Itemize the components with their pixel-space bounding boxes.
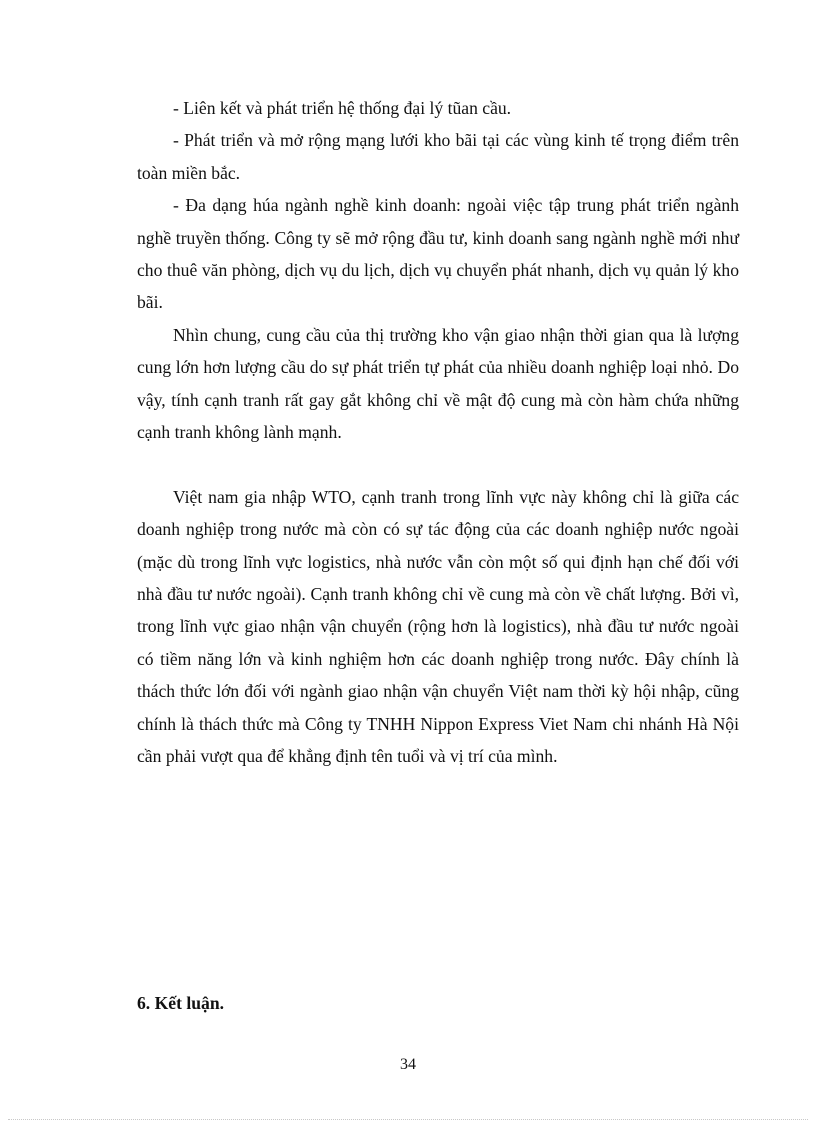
body-text [137,92,739,773]
page-number: 34 [400,1056,416,1073]
bullet-warehouse-network: - Phát triển và mở rộng mạng lưới kho bãi tại các vùng kinh tế trọng điểm trên toàn miền bắc. [137,130,739,183]
paragraph-market-overview: Nhìn chung, cung cầu của thị trường kho vận giao nhận thời gian qua là lượng cung lớn hơn lượng cầu do sự phát triển tự phát của nhiều doanh nghiệp loại nhỏ. Do vậy, tính cạnh tranh rất gay gắt không chỉ về mật độ cung mà còn hàm chứa những cạnh tranh không lành mạnh. [137,324,739,443]
bottom-divider [8,1119,808,1120]
bullet-global-agents: - Liên kết và phát triển hệ thống đại lý tũan cầu. [173,98,512,118]
paragraph-wto-competition: Việt nam gia nhập WTO, cạnh tranh trong lĩnh vực này không chỉ là giữa các doanh nghiệp trong nước mà còn có sự tác động của các doanh nghiệp nước ngoài (mặc dù trong lĩnh vực logistics, nhà nước vẫn còn một số qui định hạn chế đối với nhà đầu tư nước ngoài). Cạnh tranh không chỉ về cung mà còn về chất lượng. Bởi vì, trong lĩnh vực giao nhận vận chuyển (rộng hơn là logistics), nhà đầu tư nước ngoài có tiềm năng lớn và kinh nghiệm hơn các doanh nghiệp trong nước. Đây chính là thách thức lớn đối với ngành giao nhận vận chuyển Việt nam thời kỳ hội nhập, cũng chính là thách thức mà Công ty TNHH Nippon Express Viet Nam chi nhánh Hà Nội cần phải vượt qua để khẳng định tên tuổi và vị trí của mình. [137,486,739,767]
bullet-diversify-business: - Đa dạng húa ngành nghề kinh doanh: ngoài việc tập trung phát triển ngành nghề truyền thống. Công ty sẽ mở rộng đầu tư, kinh doanh sang ngành nghề mới như cho thuê văn phòng, dịch vụ du lịch, dịch vụ chuyển phát nhanh, dịch vụ quản lý kho bãi. [137,195,739,313]
paragraph-gap [137,448,739,480]
section-heading-conclusion: 6. Kết luận. [137,993,224,1013]
